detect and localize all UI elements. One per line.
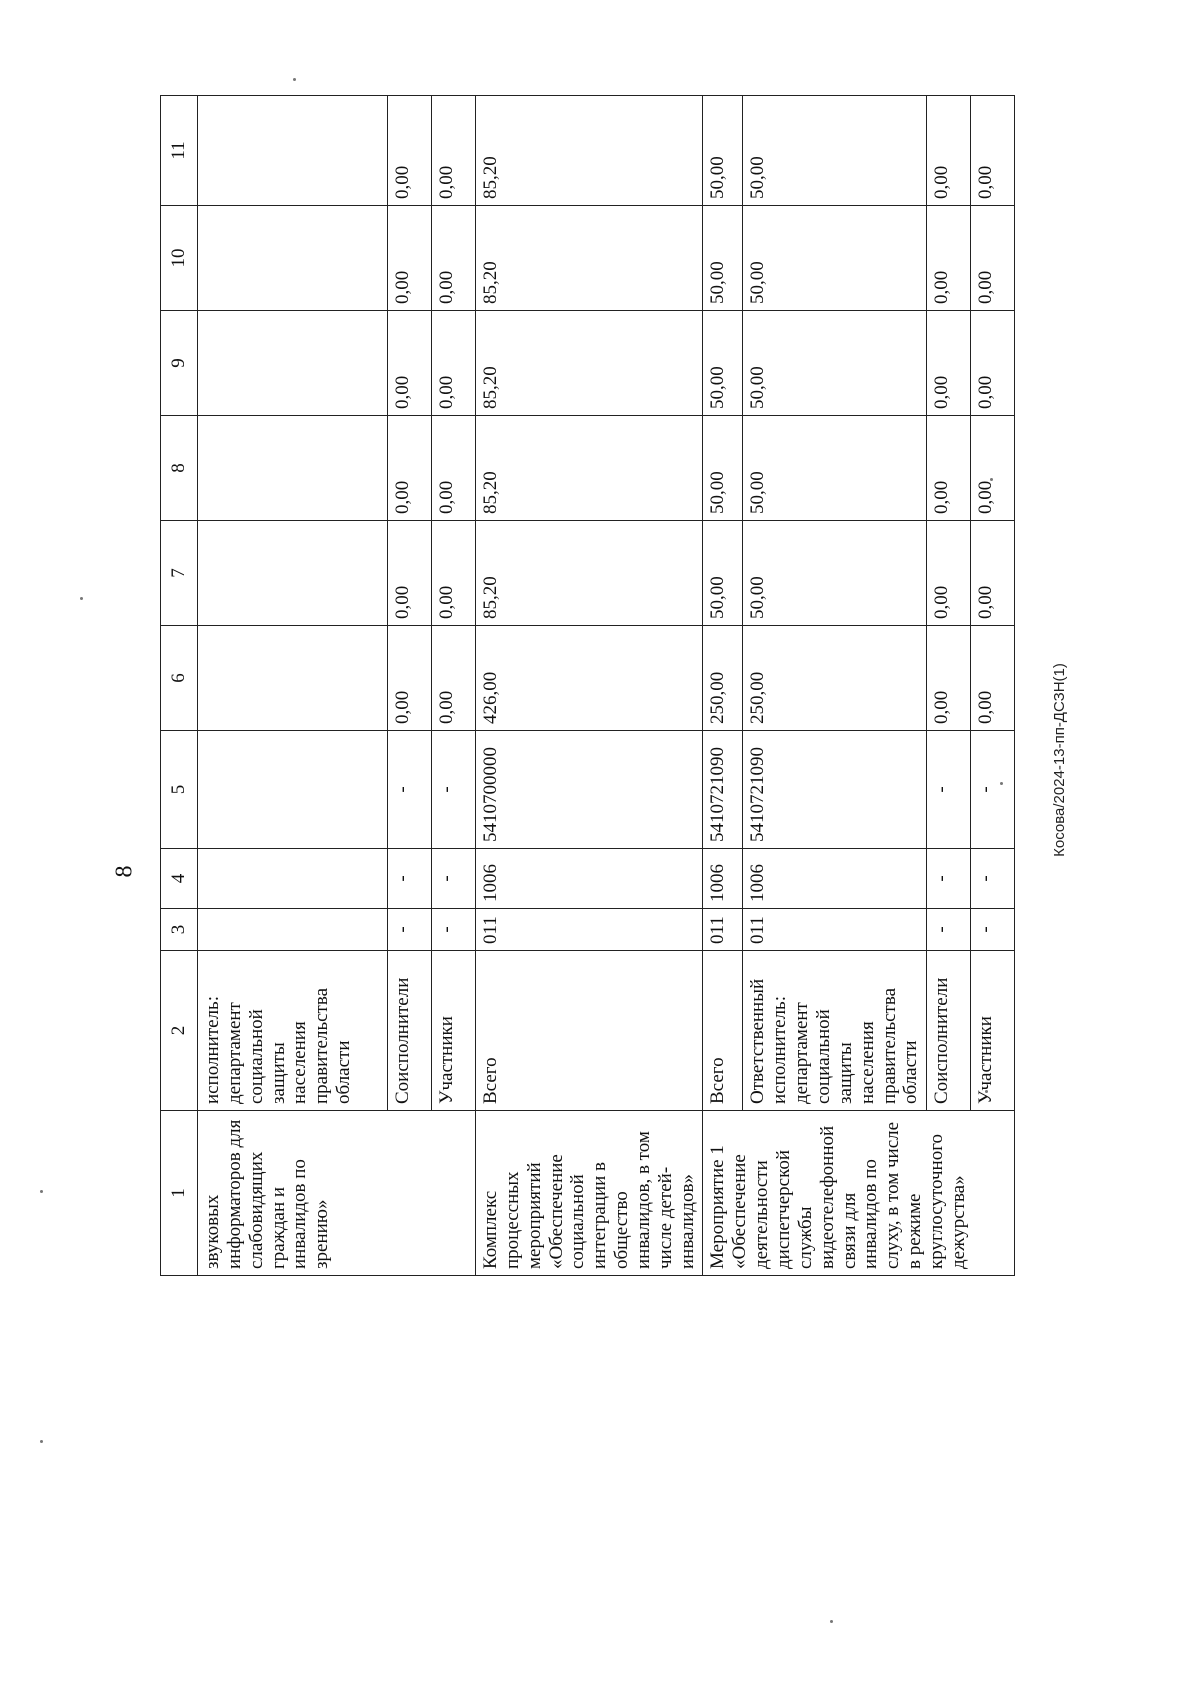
column-header-6: 6 [161, 626, 198, 731]
table-row [388, 96, 432, 1276]
program-label-cell: звуковых информаторов для слабовидящих граждан и инвалидов по зрению» [198, 1111, 476, 1276]
target-article-cell: - [388, 731, 432, 849]
value-cell: 0,00 [971, 626, 1015, 731]
value-cell: 0,00 [971, 206, 1015, 311]
role-cell: Всего [476, 951, 703, 1111]
column-number-row [161, 96, 198, 1276]
target-article-cell: 5410721090 [743, 731, 927, 849]
grbs-code-cell: - [388, 909, 432, 951]
value-cell: 0,00 [971, 96, 1015, 206]
value-cell [198, 521, 388, 626]
value-cell: 85,20 [476, 96, 703, 206]
value-cell [198, 96, 388, 206]
value-cell: 0,00 [388, 96, 432, 206]
value-cell: 426,00 [476, 626, 703, 731]
section-code-cell: 1006 [476, 849, 703, 909]
table-row [476, 96, 703, 1276]
role-cell: Ответственный исполнитель: департамент социальной защиты населения правительства области [743, 951, 927, 1111]
value-cell: 0,00 [388, 311, 432, 416]
value-cell: 0,00 [971, 311, 1015, 416]
role-cell: Участники [971, 951, 1015, 1111]
value-cell [198, 626, 388, 731]
value-cell: 0,00 [927, 96, 971, 206]
role-cell: Соисполнители [388, 951, 432, 1111]
section-code-cell: 1006 [743, 849, 927, 909]
value-cell: 250,00 [743, 626, 927, 731]
role-cell: исполнитель: департамент социальной защиты населения правительства области [198, 951, 388, 1111]
column-header-8: 8 [161, 416, 198, 521]
value-cell: 0,00 [432, 206, 476, 311]
value-cell: 85,20 [476, 416, 703, 521]
value-cell: 0,00 [432, 96, 476, 206]
value-cell: 0,00 [388, 416, 432, 521]
grbs-code-cell: - [432, 909, 476, 951]
section-code-cell [198, 849, 388, 909]
column-header-7: 7 [161, 521, 198, 626]
value-cell: 50,00 [743, 416, 927, 521]
value-cell: 85,20 [476, 206, 703, 311]
section-code-cell: 1006 [703, 849, 743, 909]
column-header-4: 4 [161, 849, 198, 909]
role-cell: Всего [703, 951, 743, 1111]
value-cell: 0,00 [927, 521, 971, 626]
value-cell: 50,00 [743, 96, 927, 206]
table-row [971, 96, 1015, 1276]
value-cell: 0,00 [971, 416, 1015, 521]
value-cell: 85,20 [476, 521, 703, 626]
column-header-1: 1 [161, 1111, 198, 1276]
column-header-10: 10 [161, 206, 198, 311]
value-cell: 50,00 [703, 521, 743, 626]
table-row [927, 96, 971, 1276]
value-cell: 0,00 [927, 206, 971, 311]
value-cell: 0,00 [432, 416, 476, 521]
value-cell: 50,00 [703, 206, 743, 311]
value-cell: 85,20 [476, 311, 703, 416]
target-article-cell: - [927, 731, 971, 849]
document-code: Косова/2024-13-пп-ДСЗН(1) [1051, 663, 1068, 857]
target-article-cell: 5410700000 [476, 731, 703, 849]
grbs-code-cell [198, 909, 388, 951]
target-article-cell [198, 731, 388, 849]
value-cell: 0,00 [432, 311, 476, 416]
program-label-cell: Мероприятие 1 «Обеспечение деятельности диспетчерской службы видеотелефонной связи для инвалидов по слуху, в том числе в режиме круглосуточного дежурства» [703, 1111, 1015, 1276]
scan-speck [80, 597, 83, 600]
value-cell: 0,00 [927, 311, 971, 416]
grbs-code-cell: 011 [703, 909, 743, 951]
section-code-cell: - [388, 849, 432, 909]
section-code-cell: - [432, 849, 476, 909]
role-cell: Соисполнители [927, 951, 971, 1111]
value-cell: 0,00 [927, 626, 971, 731]
target-article-cell: 5410721090 [703, 731, 743, 849]
column-header-5: 5 [161, 731, 198, 849]
value-cell: 0,00 [388, 206, 432, 311]
table-body [198, 96, 1015, 1276]
program-label-cell: Комплекс процессных мероприятий «Обеспечение социальной интеграции в общество инвалидов, в том числе детей-инвалидов» [476, 1111, 703, 1276]
value-cell: 250,00 [703, 626, 743, 731]
value-cell: 0,00 [971, 521, 1015, 626]
table-header [161, 96, 198, 1276]
column-header-11: 11 [161, 96, 198, 206]
target-article-cell: - [432, 731, 476, 849]
budget-table [160, 95, 1015, 1276]
role-cell: Участники [432, 951, 476, 1111]
table-row [703, 96, 743, 1276]
table-row [198, 96, 388, 1276]
grbs-code-cell: 011 [743, 909, 927, 951]
value-cell [198, 311, 388, 416]
value-cell: 0,00 [432, 521, 476, 626]
value-cell: 0,00 [388, 626, 432, 731]
scan-speck [293, 78, 296, 81]
grbs-code-cell: - [971, 909, 1015, 951]
target-article-cell: - [971, 731, 1015, 849]
grbs-code-cell: - [927, 909, 971, 951]
column-header-3: 3 [161, 909, 198, 951]
value-cell: 50,00 [743, 206, 927, 311]
section-code-cell: - [971, 849, 1015, 909]
scan-speck [40, 1440, 43, 1443]
value-cell [198, 206, 388, 311]
table-row [432, 96, 476, 1276]
page-number: 8 [111, 865, 138, 878]
table-row [743, 96, 927, 1276]
table-wrapper [160, 96, 1200, 1269]
value-cell: 50,00 [743, 521, 927, 626]
scan-speck [40, 1190, 43, 1193]
value-cell: 50,00 [703, 416, 743, 521]
column-header-9: 9 [161, 311, 198, 416]
value-cell: 50,00 [703, 96, 743, 206]
section-code-cell: - [927, 849, 971, 909]
value-cell [198, 416, 388, 521]
scan-speck [830, 1620, 833, 1623]
grbs-code-cell: 011 [476, 909, 703, 951]
value-cell: 50,00 [743, 311, 927, 416]
value-cell: 0,00 [927, 416, 971, 521]
value-cell: 0,00 [432, 626, 476, 731]
rotated-table-frame [160, 96, 997, 1276]
column-header-2: 2 [161, 951, 198, 1111]
value-cell: 0,00 [388, 521, 432, 626]
value-cell: 50,00 [703, 311, 743, 416]
